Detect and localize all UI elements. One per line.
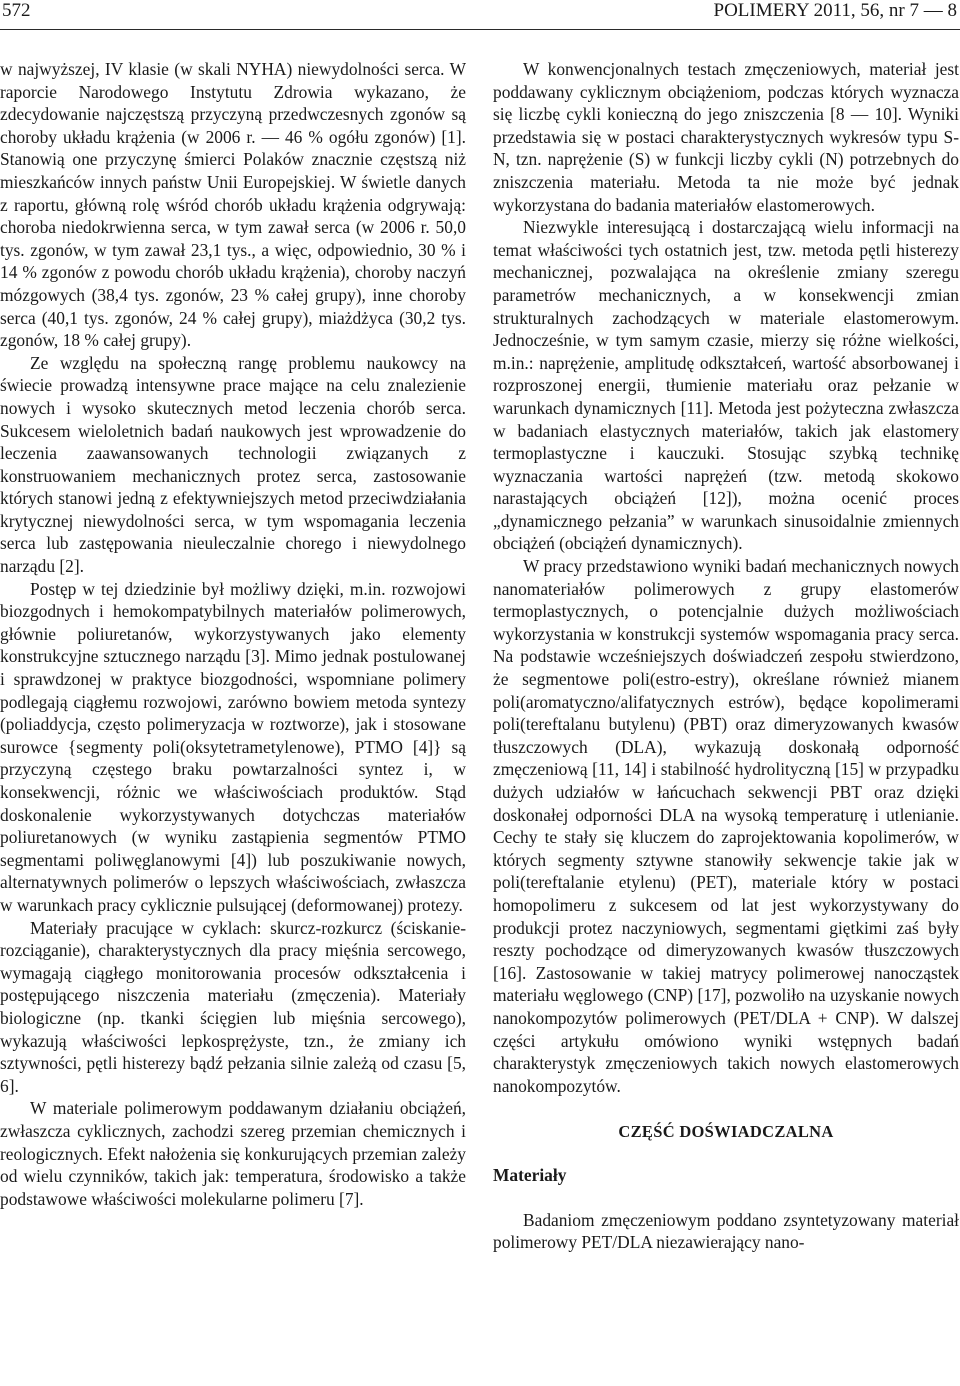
paragraph: Postęp w tej dziedzinie był możliwy dzięki, m.in. rozwojowi biozgodnych i hemokompatybilnych materiałów polimerowych, głównie poliuretanów, wykorzystywanych jako elementy konstrukcyjne sztucznego narządu [3]. Mimo jednak postulowanej i sprawdzonej w praktyce biozgodności, wspomniane polimery podlegają ciągłemu rozwojowi, zarówno bowiem metoda syntezy (poliaddycja, często polimeryzacja w roztworze), jak i stosowane surowce {segmenty poli(oksytetrametylenowe), PTMO [4]} są przyczyną częstego braku powtarzalności syntez i, w konsekwencji, różnic we właściwościach produktów. Stąd doskonalenie wykorzystywanych dotychczas materiałów poliuretanowych (w wyniku zastąpienia segmentów PTMO segmentami poliwęglanowymi [4]) lub poszukiwanie nowych, alternatywnych polimerów o lepszych właściwościach, zwłaszcza w warunkach pracy cyklicznie pulsującej (deformowanej) protezy. (0, 578, 466, 915)
paragraph: Ze względu na społeczną rangę problemu naukowcy na świecie prowadzą intensywne prace mające na celu znalezienie nowych i wysoko skutecznych metod leczenia chorób serca. Sukcesem wieloletnich badań naukowych jest wprowadzenie do leczenia zaawansowanych technologii związanych z konstruowaniem mechanicznych protez serca, zastosowanie których stanowi jedną z efektywniejszych metod przeciwdziałania krytycznej niewydolności serca, w tym wspomagania leczenia serca lub zastępowania nieuleczalnie chorego i niewydolnego narządu [2]. (0, 352, 466, 577)
left-column (0, 58, 466, 1210)
page-number: 572 (2, 0, 31, 21)
running-header (0, 0, 960, 28)
right-column (493, 58, 959, 1254)
paragraph: w najwyższej, IV klasie (w skali NYHA) niewydolności serca. W raporcie Narodowego Instytutu Zdrowia wykazano, że zdecydowanie najczęstszą przyczyną przedwczesnych zgonów są choroby układu krążenia (w 2006 r. — 46 % ogółu zgonów) [1]. Stanowią one przyczynę śmierci Polaków znacznie częstszą niż mieszkańców innych państw Unii Europejskiej. W świetle danych z raportu, główną rolę wśród chorób układu krążenia odgrywają: choroba niedokrwienna serca, w tym zawał serca (w 2006 r. 50,0 tys. zgonów, w tym zawał 23,1 tys., a więc, odpowiednio, 30 % i 14 % zgonów z powodu chorób układu krążenia), choroby naczyń mózgowych (38,4 tys. zgonów, 23 % całej grupy), inne choroby serca (40,1 tys. zgonów, 24 % całej grupy), miażdżyca (30,2 tys. zgonów, 18 % całej grupy). (0, 59, 466, 351)
paragraph: W konwencjonalnych testach zmęczeniowych, materiał jest poddawany cyklicznym obciążeniom, podczas których wyznacza się liczbę cykli konieczną do jego zniszczenia [8 — 10]. Wyniki przedstawia się w postaci charakterystycznych wykresów typu S-N, tzn. naprężenie (S) w funkcji liczby cykli (N) potrzebnych do zniszczenia materiału. Metoda ta nie może być jednak wykorzystana do badania materiałów elastomerowych. (493, 59, 959, 215)
paragraph: W pracy przedstawiono wyniki badań mechanicznych nowych nanomateriałów polimerowych z grupy elastomerów termoplastycznych, o potencjalnie dużych możliwościach wykorzystania w konstrukcji systemów wspomagania pracy serca. Na podstawie wcześniejszych doświadczeń zespołu stwierdzono, że segmentowe poli(estro-estry), określane również mianem poli(aromatyczno/alifatycznych estrów), będące kopolimerami poli(tereftalanu butylenu) (PBT) oraz dimeryzowanych kwasów tłuszczowych (DLA), wykazują doskonałą odporność zmęczeniową [11, 14] i stabilność hydrolityczną [15] w przypadku dużych udziałów w łańcuchach sekwencji PBT oraz dzięki doskonałej odporności DLA na wysoką temperaturę i utlenianie. Cechy te stały się kluczem do zaprojektowania kopolimerów, w których segmenty sztywne stanowiły sekwencje takie jak w poli(tereftalanie etylenu) (PET), materiale który w postaci homopolimeru z sukcesem od lat jest wykorzystywany do produkcji protez naczyniowych, segmentami giętkimi zaś były reszty pochodzące od dimeryzowanych kwasów tłuszczowych [16]. Zastosowanie w takiej matrycy polimerowej nanocząstek materiału węglowego (CNP) [17], pozwoliło na uzyskanie nowych nanokompozytów polimerowych (PET/DLA + CNP). W dalszej części artykułu omówiono wyniki wstępnych badań charakterystyk zmęczeniowych takich nowych elastomerowych nanokompozytów. (493, 556, 959, 1096)
header-rule (0, 29, 960, 30)
paragraph: Badaniom zmęczeniowym poddano zsyntetyzowany materiał polimerowy PET/DLA niezawierający nano- (493, 1209, 959, 1253)
subsection-heading: Materiały (493, 1164, 567, 1185)
paragraph: Niezwykle interesującą i dostarczającą wielu informacji na temat właściwości tych ostatnich jest, tzw. metoda pętli histerezy mechanicznej, pozwalająca na określenie zmiany szeregu parametrów mechanicznych, a w konsekwencji zmian strukturalnych zachodzących w materiale elastomerowym. Jednocześnie, w tym samym czasie, mierzy się różne wielkości, m.in.: naprężenie, amplitudę odkształceń, wartość absorbowanej i rozproszonej energii, tłumienie materiału oraz pełzanie w warunkach dynamicznych [11]. Metoda jest pożyteczna zwłaszcza w badaniach elastycznych materiałów, takich jak elastomery termoplastyczne i kauczuki. Stosując szybką technikę wyznaczania wartości naprężeń (tzw. metodą skokowo narastających obciążeń [12]), można ocenić proces „dynamicznego pełzania” w warunkach sinusoidalnie zmiennych obciążeń (obciążeń dynamicznych). (493, 217, 959, 554)
journal-reference: POLIMERY 2011, 56, nr 7 — 8 (713, 0, 957, 21)
paragraph: Materiały pracujące w cyklach: skurcz-rozkurcz (ściskanie-rozciąganie), charakterystycznych dla pracy mięśnia sercowego, wymagają ciągłego monitorowania procesów odkształcenia i postępującego niszczenia materiału (zmęczenia). Materiały biologiczne (np. tkanki ścięgien lub mięśnia sercowego), wykazują właściwości lepkosprężyste, tzn., że zmiany ich sztywności, pętli histerezy bądź pełzania silnie zależą od czasu [5, 6]. (0, 917, 466, 1096)
paragraph: W materiale polimerowym poddawanym działaniu obciążeń, zwłaszcza cyklicznych, zachodzi szereg przemian chemicznych i reologicznych. Efekt nałożenia się konkurujących przemian zależy od wielu czynników, takich jak: temperatura, środowisko a także podstawowe właściwości molekularne polimeru [7]. (0, 1098, 466, 1209)
section-heading: CZĘŚĆ DOŚWIADCZALNA (618, 1122, 834, 1142)
